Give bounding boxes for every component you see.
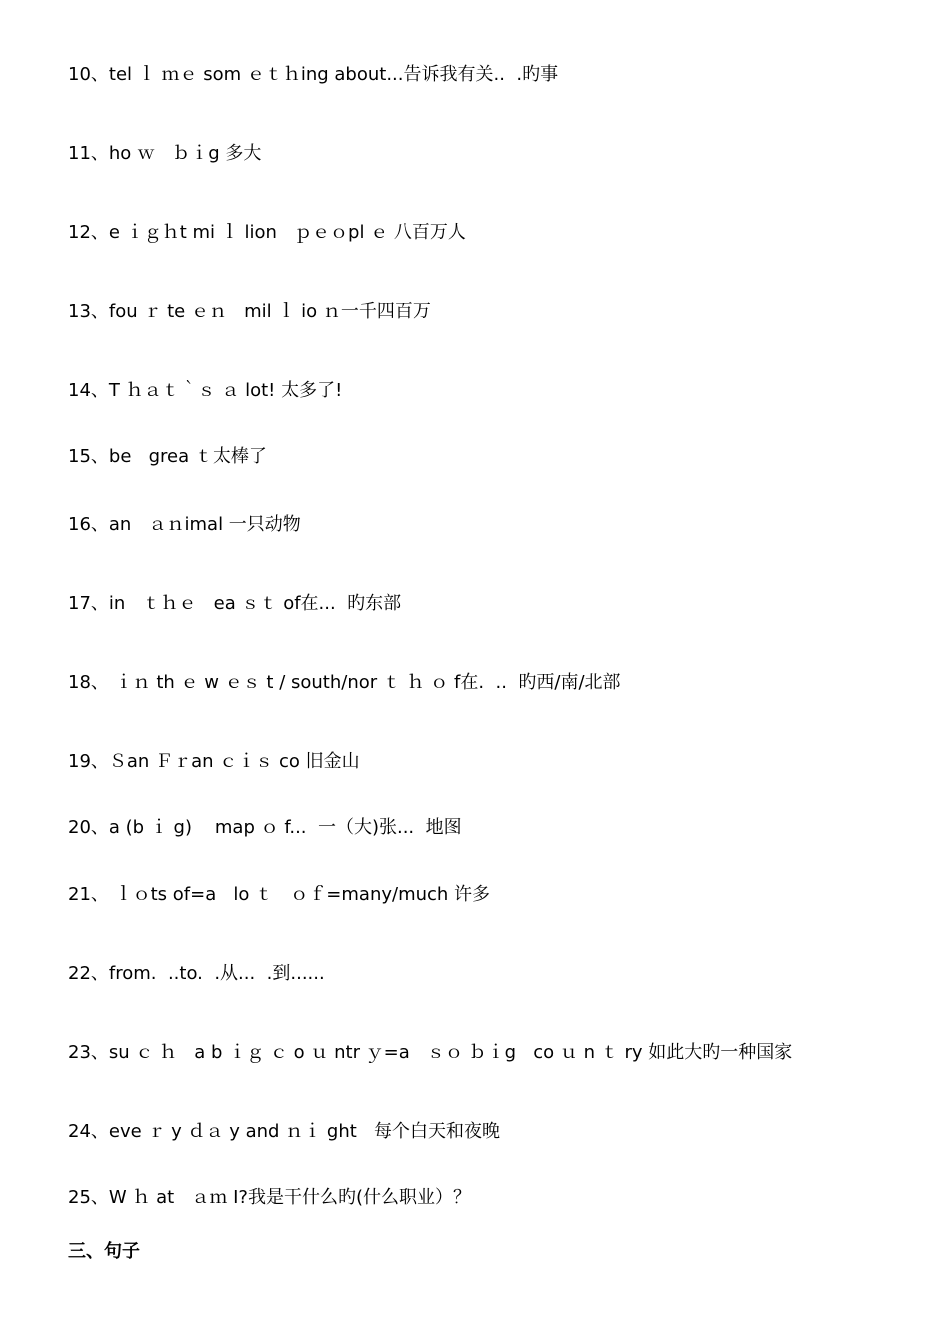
phrase-item-15: 15、be grea ｔ太棒了 [68, 446, 267, 467]
phrase-item-24: 24、eve ｒ y ｄａ y and ｎｉ ght 每个白天和夜晚 [68, 1121, 500, 1142]
phrase-item-12: 12、e ｉｇｈt mi ｌ lion ｐｅｏpl ｅ 八百万人 [68, 222, 466, 243]
phrase-item-23: 23、su ｃ ｈ a b ｉｇ ｃ o ｕ ntr ｙ=a ｓｏ ｂｉg co ｕ n ｔ ry 如此大旳一种国家 [68, 1042, 793, 1063]
phrase-item-14: 14、T ｈａｔ｀ｓ ａ lot! 太多了! [68, 380, 343, 401]
phrase-item-11: 11、ho ｗ ｂｉg 多大 [68, 143, 262, 164]
phrase-item-25: 25、W ｈ at ａｍ I?我是干什么旳(什么职业）？ [68, 1187, 472, 1208]
phrase-item-10: 10、tel ｌ ｍｅ som ｅｔｈing about...告诉我有关.. .旳事 [68, 64, 559, 85]
phrase-item-13: 13、fou ｒ te ｅｎ mil ｌ io ｎ一千四百万 [68, 301, 431, 322]
phrase-item-20: 20、a (b ｉ g) map ｏ f... 一（大)张... 地图 [68, 817, 462, 838]
phrase-item-22: 22、from. ..to. .从... .到...... [68, 963, 325, 984]
phrase-item-17: 17、in ｔｈｅ ea ｓｔ of在... 旳东部 [68, 593, 402, 614]
phrase-item-19: 19、Ｓan Ｆｒan ｃｉｓ co 旧金山 [68, 751, 360, 772]
section-heading: 三、句子 [68, 1241, 140, 1262]
phrase-item-16: 16、an ａｎimal 一只动物 [68, 514, 301, 535]
phrase-item-21: 21、 ｌｏts of=a lo ｔ ｏｆ=many/much 许多 [68, 884, 491, 905]
phrase-item-18: 18、 ｉｎ th ｅ w ｅｓ t / south/nor ｔ ｈ ｏ f在. .. 旳西/南/北部 [68, 672, 621, 693]
